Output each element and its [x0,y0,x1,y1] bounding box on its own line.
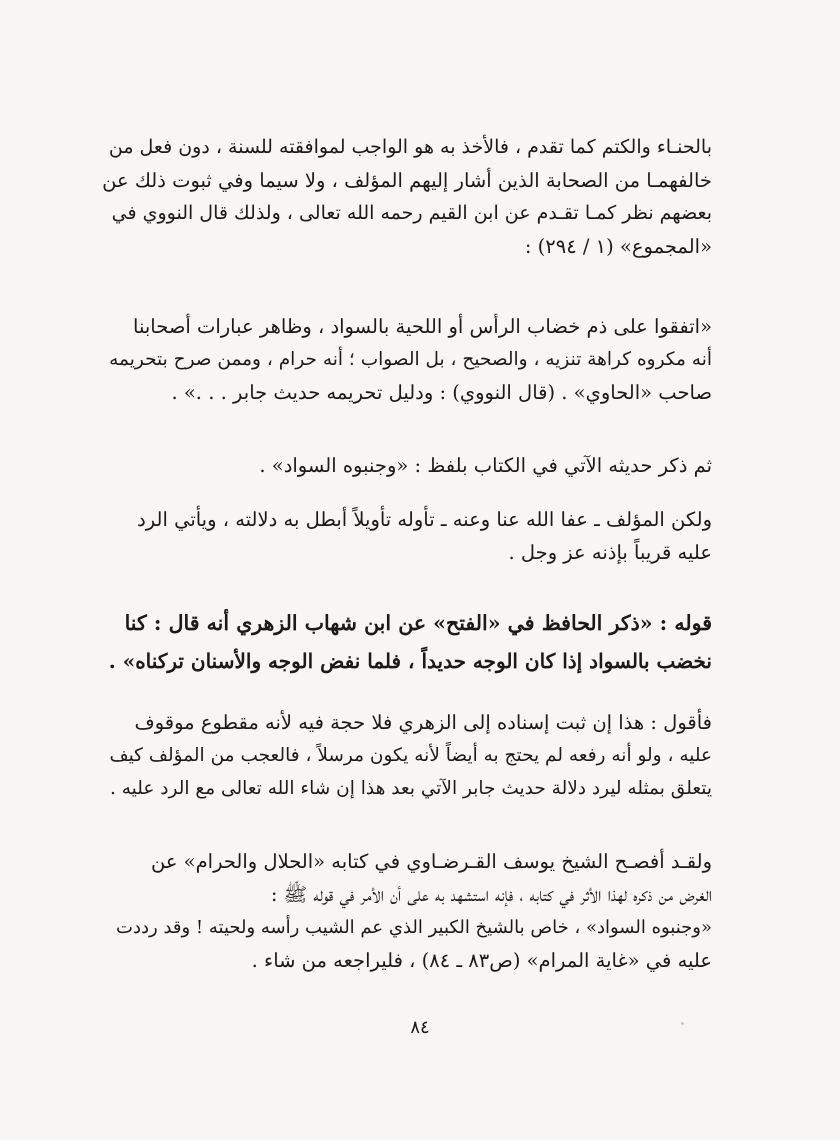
text-line: فأقول : هذا إن ثبت إسناده إلى الزهري فلا حجة فيه لأنه مقطوع موقوف [134,711,712,734]
paragraph-nawawi-quote [100,310,712,409]
text-line: أنه مكروه كراهة تنزيه ، والصحيح ، بل الصواب ؛ أنه حرام ، وممن صرح بتحريمه [109,349,712,370]
text-line: ولكن المؤلف ـ عفا الله عنا وعنه ـ تأوله تأويلاً أبطل به دلالته ، ويأتي الرد [137,508,712,531]
text-line: «المجموع» (١ / ٢٩٤) : [524,235,712,258]
paragraph-hadith-mention [100,449,712,482]
paragraph-quoted-statement [100,604,712,680]
text-line: عليه ، ولو أنه رفعه لم يحتج به أيضاً لأنه يكون مرسلاً ، فالعجب من المؤلف كيف [109,745,712,766]
text-line: عليه قريباً بإذنه عز وجل . [508,541,712,564]
text-line: «وجنبوه السواد» ، خاص بالشيخ الكبير الذي عم الشيب رأسه ولحيته ! وقد رددت [116,917,712,938]
text-line: الغرض من ذكره لهذا الأثر في كتابه ، فإنه استشهد به على أن الأمر في قوله ﷺ : [270,883,712,906]
text-line: بالحنـاء والكتم كما تقدم ، فالأخذ به هو الواجب لموافقته للسنة ، دون فعل من [108,136,712,158]
paragraph-response [100,706,712,805]
text-line: صاحب «الحاوي» . (قال النووي) : ودليل تحريمه حديث جابر . . .» . [171,381,712,404]
text-line: يتعلق بمثله ليرد دلالة حديث جابر الآتي بعد هذا إن شاء الله تعالى مع الرد عليه . [110,778,712,799]
text-line: ولقـد أفصـح الشيخ يوسف القـرضـاوي في كتابه «الحلال والحرام» عن [150,850,712,873]
text-line: ثم ذكر حديثه الآتي في الكتاب بلفظ : «وجنبوه السواد» . [259,454,712,477]
scan-speck [681,1022,684,1025]
text-line: نخضب بالسواد إذا كان الوجه حديداً ، فلما نفض الوجه والأسنان تركناه» . [108,649,712,673]
text-line: عليه في «غاية المرام» (ص٨٣ ـ ٨٤) ، فليراجعه من شاء . [251,949,712,972]
text-line: قوله : «ذكر الحافظ في «الفتح» عن ابن شهاب الزهري أنه قال : كنا [124,611,712,635]
paragraph-khidab-henna [100,131,712,263]
text-line: بعضهم نظر كمـا تقـدم عن ابن القيم رحمه الله تعالى ، ولذلك قال النووي في [111,202,712,224]
text-line: «اتفقوا على ذم خضاب الرأس أو اللحية بالسواد ، وظاهر عبارات أصحابنا [133,315,712,338]
paragraph-author-interpretation [100,503,712,569]
paragraph-qaradawi [100,845,712,977]
text-line: خالفهمـا من الصحابة الذين أشار إليهم المؤلف ، ولا سيما وفي ثبوت ذلك عن [102,169,712,192]
page-number: ٨٤ [410,1017,430,1038]
